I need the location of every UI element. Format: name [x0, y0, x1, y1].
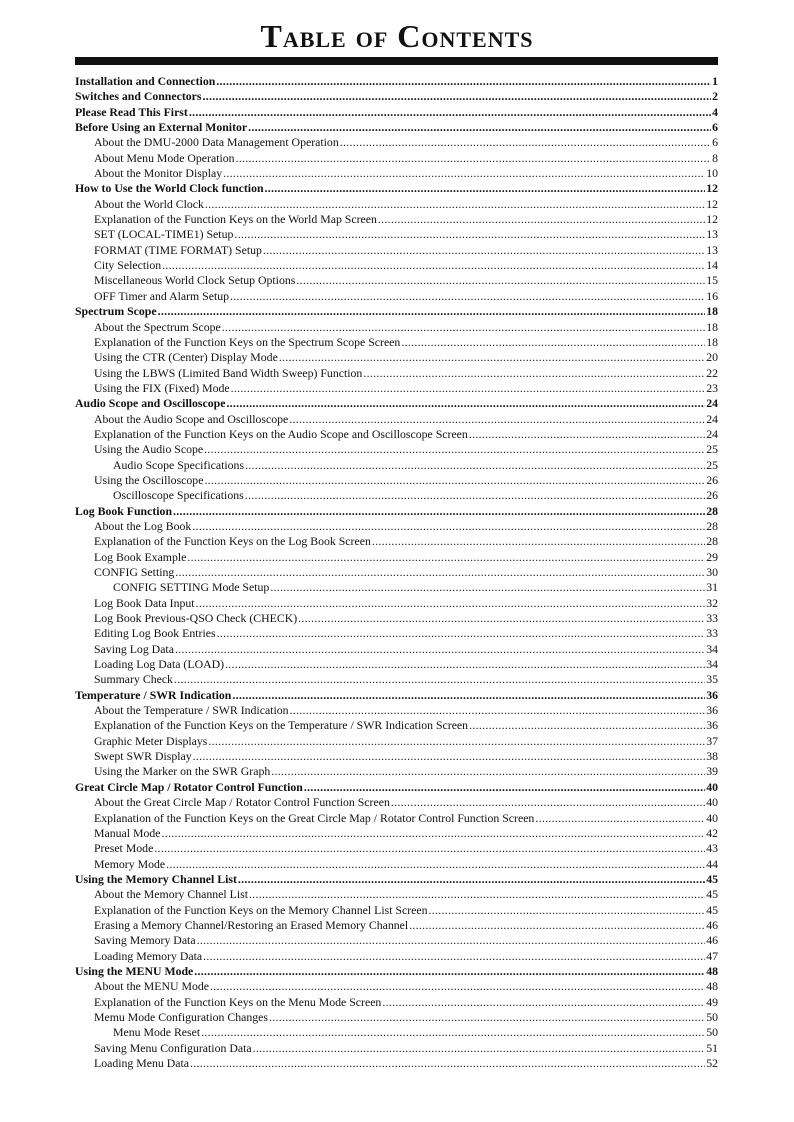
toc-entry[interactable]	[75, 811, 718, 826]
toc-entry-title: About the DMU-2000 Data Management Operation	[94, 135, 339, 150]
toc-page-number: 28	[706, 503, 718, 518]
dot-leader	[208, 734, 705, 749]
toc-entry-title: Saving Log Data	[94, 641, 174, 656]
dot-leader	[296, 273, 705, 288]
toc-entry[interactable]	[75, 473, 718, 488]
toc-page-number: 31	[706, 580, 718, 595]
toc-page-number: 12	[706, 196, 718, 211]
toc-page-number: 50	[706, 1009, 718, 1024]
toc-entry[interactable]	[75, 442, 718, 457]
dot-leader	[173, 504, 705, 519]
toc-entry-title: FORMAT (TIME FORMAT) Setup	[94, 242, 262, 257]
toc-entry-title: Using the LBWS (Limited Band Width Sweep) Function	[94, 365, 363, 380]
toc-entry[interactable]	[75, 366, 718, 381]
toc-page-number: 46	[706, 917, 718, 932]
dot-leader	[193, 749, 706, 764]
toc-page-number: 46	[706, 933, 718, 948]
dot-leader	[469, 427, 705, 442]
toc-entry-title: SET (LOCAL-TIME1) Setup	[94, 227, 234, 242]
dot-leader	[238, 872, 705, 887]
toc-entry-title: How to Use the World Clock function	[75, 181, 264, 196]
toc-page-number: 33	[706, 611, 718, 626]
toc-page-number: 45	[706, 902, 718, 917]
toc-entry-title: Explanation of the Function Keys on the Spectrum Scope Screen	[94, 334, 401, 349]
toc-entry-title: Oscilloscope Specifications	[113, 488, 244, 503]
dot-leader	[248, 120, 711, 135]
toc-subentry[interactable]	[75, 488, 718, 503]
toc-entry-title: Manual Mode	[94, 825, 161, 840]
dot-leader	[253, 1041, 706, 1056]
toc-entry-title: Log Book Previous-QSO Check (CHECK)	[94, 611, 298, 626]
toc-entry[interactable]	[75, 212, 718, 227]
toc-page-number: 51	[706, 1040, 718, 1055]
toc-entry[interactable]	[75, 611, 718, 626]
toc-entry-title: Spectrum Scope	[75, 304, 157, 319]
toc-entry[interactable]	[75, 350, 718, 365]
toc-entry-title: Explanation of the Function Keys on the Audio Scope and Oscilloscope Screen	[94, 426, 468, 441]
dot-leader	[372, 534, 705, 549]
dot-leader	[289, 412, 705, 427]
toc-page-number: 28	[706, 534, 718, 549]
toc-page-number: 8	[712, 150, 718, 165]
toc-page-number: 45	[706, 887, 718, 902]
toc-entry[interactable]	[75, 519, 718, 534]
toc-page-number: 35	[706, 672, 718, 687]
toc-page-number: 26	[706, 472, 718, 487]
toc-entry[interactable]	[75, 166, 718, 181]
toc-section[interactable]	[75, 504, 718, 519]
toc-entry-title: About the Temperature / SWR Indication	[94, 703, 289, 718]
toc-page-number: 36	[706, 703, 718, 718]
page-title: Table of Contents	[260, 18, 534, 54]
toc-entry-title: Switches and Connectors	[75, 89, 202, 104]
toc-entry[interactable]	[75, 258, 718, 273]
toc-entry-title: About the MENU Mode	[94, 979, 210, 994]
dot-leader	[201, 1025, 705, 1040]
toc-entry-title: Summary Check	[94, 672, 173, 687]
toc-entry-title: City Selection	[94, 258, 162, 273]
dot-leader	[187, 550, 705, 565]
toc-entry[interactable]	[75, 672, 718, 687]
toc-entry-title: Explanation of the Function Keys on the Great Circle Map / Rotator Control Function Screen	[94, 810, 535, 825]
toc-page-number: 12	[706, 212, 718, 227]
dot-leader	[204, 442, 705, 457]
toc-entry-title: About the Memory Channel List	[94, 887, 248, 902]
toc-page-number: 12	[706, 181, 718, 196]
toc-entry[interactable]	[75, 289, 718, 304]
toc-section[interactable]	[75, 688, 718, 703]
dot-leader	[382, 995, 705, 1010]
toc-entry[interactable]	[75, 734, 718, 749]
toc-page-number: 39	[706, 764, 718, 779]
dot-leader	[391, 795, 705, 810]
toc-page-number: 47	[706, 948, 718, 963]
toc-list	[75, 74, 718, 1071]
toc-entry-title: Swept SWR Display	[94, 749, 192, 764]
toc-entry-title: About the Log Book	[94, 518, 192, 533]
toc-page-number: 24	[706, 411, 718, 426]
toc-entry-title: Using the Oscilloscope	[94, 472, 204, 487]
dot-leader	[189, 105, 711, 120]
toc-entry-title: Log Book Function	[75, 503, 173, 518]
toc-entry[interactable]	[75, 1010, 718, 1025]
dot-leader	[236, 151, 712, 166]
toc-subentry[interactable]	[75, 1025, 718, 1040]
toc-page-number: 25	[706, 442, 718, 457]
toc-entry[interactable]	[75, 273, 718, 288]
toc-entry-title: Loading Menu Data	[94, 1056, 190, 1070]
dot-leader	[249, 887, 705, 902]
toc-entry[interactable]	[75, 135, 718, 150]
toc-page-number: 2	[712, 89, 718, 104]
toc-entry-title: Using the FIX (Fixed) Mode	[94, 380, 230, 395]
dot-leader	[429, 903, 706, 918]
dot-leader	[279, 350, 705, 365]
dot-leader	[231, 381, 706, 396]
toc-page-number: 48	[706, 963, 718, 978]
toc-entry-title: Audio Scope Specifications	[113, 457, 245, 472]
toc-entry-title: Using the CTR (Center) Display Mode	[94, 350, 278, 365]
toc-page-number: 24	[706, 396, 718, 411]
toc-entry[interactable]	[75, 151, 718, 166]
toc-page-number: 48	[706, 979, 718, 994]
toc-page-number: 28	[706, 518, 718, 533]
toc-entry[interactable]	[75, 596, 718, 611]
dot-leader	[222, 320, 705, 335]
toc-section[interactable]	[75, 89, 718, 104]
dot-leader	[298, 611, 705, 626]
dot-leader	[269, 1010, 705, 1025]
dot-leader	[401, 335, 705, 350]
dot-leader	[270, 580, 705, 595]
toc-entry-title: CONFIG Setting	[94, 565, 175, 579]
toc-page-number: 6	[712, 135, 718, 150]
dot-leader	[230, 289, 705, 304]
toc-section[interactable]	[75, 304, 718, 319]
toc-page-number: 40	[706, 795, 718, 810]
toc-entry[interactable]	[75, 427, 718, 442]
toc-page-number: 32	[706, 595, 718, 610]
toc-entry[interactable]	[75, 703, 718, 718]
toc-page-number: 25	[706, 457, 718, 472]
dot-leader	[535, 811, 705, 826]
toc-section[interactable]	[75, 872, 718, 887]
toc-entry[interactable]	[75, 412, 718, 427]
toc-page-number: 1	[712, 74, 718, 88]
toc-subentry[interactable]	[75, 458, 718, 473]
toc-page-number: 42	[706, 825, 718, 840]
toc-entry-title: Loading Log Data (LOAD)	[94, 657, 225, 672]
toc-page-number: 45	[706, 871, 718, 886]
toc-entry[interactable]	[75, 381, 718, 396]
dot-leader	[340, 135, 711, 150]
toc-page-number: 16	[706, 288, 718, 303]
toc-entry[interactable]	[75, 795, 718, 810]
toc-entry-title: Graphic Meter Displays	[94, 733, 208, 748]
dot-leader	[469, 718, 705, 733]
toc-section[interactable]	[75, 74, 718, 89]
dot-leader	[271, 764, 705, 779]
toc-entry-title: About the World Clock	[94, 196, 204, 211]
toc-page-number: 6	[712, 120, 718, 135]
toc-page-number: 10	[706, 166, 718, 181]
toc-page-number: 23	[706, 380, 718, 395]
toc-entry[interactable]	[75, 749, 718, 764]
toc-entry-title: Please Read This First	[75, 104, 188, 119]
toc-entry[interactable]	[75, 841, 718, 856]
toc-entry-title: Using the Marker on the SWR Graph	[94, 764, 271, 779]
toc-page-number: 40	[706, 810, 718, 825]
toc-page-number: 34	[706, 641, 718, 656]
dot-leader	[263, 243, 705, 258]
toc-page-number: 14	[706, 258, 718, 273]
toc-page-number: 43	[706, 841, 718, 856]
toc-entry[interactable]	[75, 657, 718, 672]
dot-leader	[225, 657, 705, 672]
dot-leader	[196, 596, 706, 611]
toc-page-number: 24	[706, 426, 718, 441]
toc-entry-title: OFF Timer and Alarm Setup	[94, 288, 230, 303]
dot-leader	[194, 964, 705, 979]
dot-leader	[203, 949, 705, 964]
toc-page-number: 22	[706, 365, 718, 380]
toc-entry-title: Log Book Example	[94, 549, 187, 564]
toc-page-number: 34	[706, 657, 718, 672]
toc-entry-title: Erasing a Memory Channel/Restoring an Erased Memory Channel	[94, 917, 409, 932]
toc-entry-title: Great Circle Map / Rotator Control Function	[75, 779, 303, 794]
toc-entry-title: Preset Mode	[94, 841, 154, 856]
toc-entry[interactable]	[75, 918, 718, 933]
dot-leader	[226, 396, 705, 411]
toc-section[interactable]	[75, 105, 718, 120]
toc-entry[interactable]	[75, 243, 718, 258]
toc-entry-title: Using the Memory Channel List	[75, 871, 237, 886]
dot-leader	[204, 473, 705, 488]
toc-entry[interactable]	[75, 626, 718, 641]
toc-entry[interactable]	[75, 949, 718, 964]
dot-leader	[192, 519, 705, 534]
toc-entry-title: Miscellaneous World Clock Setup Options	[94, 273, 296, 288]
toc-entry-title: Saving Menu Configuration Data	[94, 1040, 252, 1055]
toc-entry-title: About the Spectrum Scope	[94, 319, 221, 334]
title-rule	[75, 57, 718, 65]
dot-leader	[234, 227, 705, 242]
dot-leader	[223, 166, 705, 181]
toc-page-number: 13	[706, 227, 718, 242]
toc-entry[interactable]	[75, 887, 718, 902]
toc-page-number: 26	[706, 488, 718, 503]
toc-entry[interactable]	[75, 534, 718, 549]
toc-entry-title: Saving Memory Data	[94, 933, 196, 948]
dot-leader	[232, 688, 705, 703]
dot-leader	[245, 458, 705, 473]
toc-page-number: 13	[706, 242, 718, 257]
toc-entry[interactable]	[75, 197, 718, 212]
dot-leader	[245, 488, 705, 503]
dot-leader	[216, 74, 711, 89]
dot-leader	[290, 703, 706, 718]
toc-entry-title: Before Using an External Monitor	[75, 120, 248, 135]
toc-entry-title: CONFIG SETTING Mode Setup	[113, 580, 270, 595]
toc-section[interactable]	[75, 120, 718, 135]
toc-page-number: 18	[706, 334, 718, 349]
toc-entry-title: Explanation of the Function Keys on the Menu Mode Screen	[94, 994, 382, 1009]
toc-section[interactable]	[75, 396, 718, 411]
toc-entry-title: Loading Memory Data	[94, 948, 203, 963]
toc-page-number: 18	[706, 319, 718, 334]
toc-entry[interactable]	[75, 718, 718, 733]
toc-entry[interactable]	[75, 1041, 718, 1056]
dot-leader	[162, 826, 706, 841]
toc-page-number: 36	[706, 687, 718, 702]
toc-entry-title: Editing Log Book Entries	[94, 626, 216, 641]
toc-entry-title: Explanation of the Function Keys on the Log Book Screen	[94, 534, 371, 549]
dot-leader	[203, 89, 712, 104]
toc-entry-title: Temperature / SWR Indication	[75, 687, 232, 702]
toc-entry-title: About the Audio Scope and Oscilloscope	[94, 411, 289, 426]
toc-entry[interactable]	[75, 933, 718, 948]
toc-page-number: 30	[706, 565, 718, 579]
toc-entry[interactable]	[75, 1056, 718, 1071]
dot-leader	[175, 565, 705, 580]
toc-entry[interactable]	[75, 995, 718, 1010]
toc-entry[interactable]	[75, 857, 718, 872]
dot-leader	[174, 672, 705, 687]
dot-leader	[210, 979, 705, 994]
toc-page-number: 33	[706, 626, 718, 641]
dot-leader	[175, 642, 705, 657]
dot-leader	[197, 933, 706, 948]
toc-entry[interactable]	[75, 642, 718, 657]
toc-entry-title: Log Book Data Input	[94, 595, 195, 610]
dot-leader	[162, 258, 705, 273]
toc-entry-title: Memory Mode	[94, 856, 166, 871]
toc-entry-title: Memu Mode Configuration Changes	[94, 1009, 268, 1024]
dot-leader	[363, 366, 705, 381]
toc-entry-title: Explanation of the Function Keys on the Temperature / SWR Indication Screen	[94, 718, 469, 733]
toc-entry[interactable]	[75, 565, 718, 580]
toc-page-number: 20	[706, 350, 718, 365]
toc-page-number: 50	[706, 1025, 718, 1040]
toc-entry[interactable]	[75, 764, 718, 779]
toc-entry-title: About Menu Mode Operation	[94, 150, 235, 165]
toc-page-number: 49	[706, 994, 718, 1009]
toc-entry-title: Using the MENU Mode	[75, 963, 194, 978]
toc-entry[interactable]	[75, 826, 718, 841]
toc-page-number: 44	[706, 856, 718, 871]
toc-entry[interactable]	[75, 227, 718, 242]
toc-page-number: 15	[706, 273, 718, 288]
dot-leader	[190, 1056, 705, 1071]
toc-entry-title: Menu Mode Reset	[113, 1025, 201, 1040]
toc-entry[interactable]	[75, 550, 718, 565]
toc-page-number: 4	[712, 104, 718, 119]
dot-leader	[378, 212, 705, 227]
toc-entry[interactable]	[75, 335, 718, 350]
dot-leader	[409, 918, 705, 933]
toc-page-number: 36	[706, 718, 718, 733]
toc-entry[interactable]	[75, 903, 718, 918]
toc-page-number: 37	[706, 733, 718, 748]
toc-entry-title: Explanation of the Function Keys on the World Map Screen	[94, 212, 377, 227]
toc-subentry[interactable]	[75, 580, 718, 595]
toc-page-number: 38	[706, 749, 718, 764]
toc-section[interactable]	[75, 780, 718, 795]
dot-leader	[166, 857, 705, 872]
dot-leader	[304, 780, 705, 795]
toc-page-number: 52	[706, 1056, 718, 1070]
toc-entry-title: About the Monitor Display	[94, 166, 223, 181]
toc-entry[interactable]	[75, 320, 718, 335]
toc-entry[interactable]	[75, 979, 718, 994]
toc-section[interactable]	[75, 964, 718, 979]
toc-entry-title: About the Great Circle Map / Rotator Control Function Screen	[94, 795, 390, 810]
dot-leader	[158, 304, 706, 319]
toc-entry-title: Explanation of the Function Keys on the Memory Channel List Screen	[94, 902, 428, 917]
toc-entry-title: Using the Audio Scope	[94, 442, 204, 457]
toc-entry-title: Installation and Connection	[75, 74, 216, 88]
dot-leader	[205, 197, 705, 212]
toc-page-number: 40	[706, 779, 718, 794]
toc-page-number: 29	[706, 549, 718, 564]
dot-leader	[217, 626, 706, 641]
dot-leader	[154, 841, 705, 856]
toc-section[interactable]	[75, 181, 718, 196]
dot-leader	[265, 181, 706, 196]
toc-entry-title: Audio Scope and Oscilloscope	[75, 396, 226, 411]
toc-page-number: 18	[706, 304, 718, 319]
